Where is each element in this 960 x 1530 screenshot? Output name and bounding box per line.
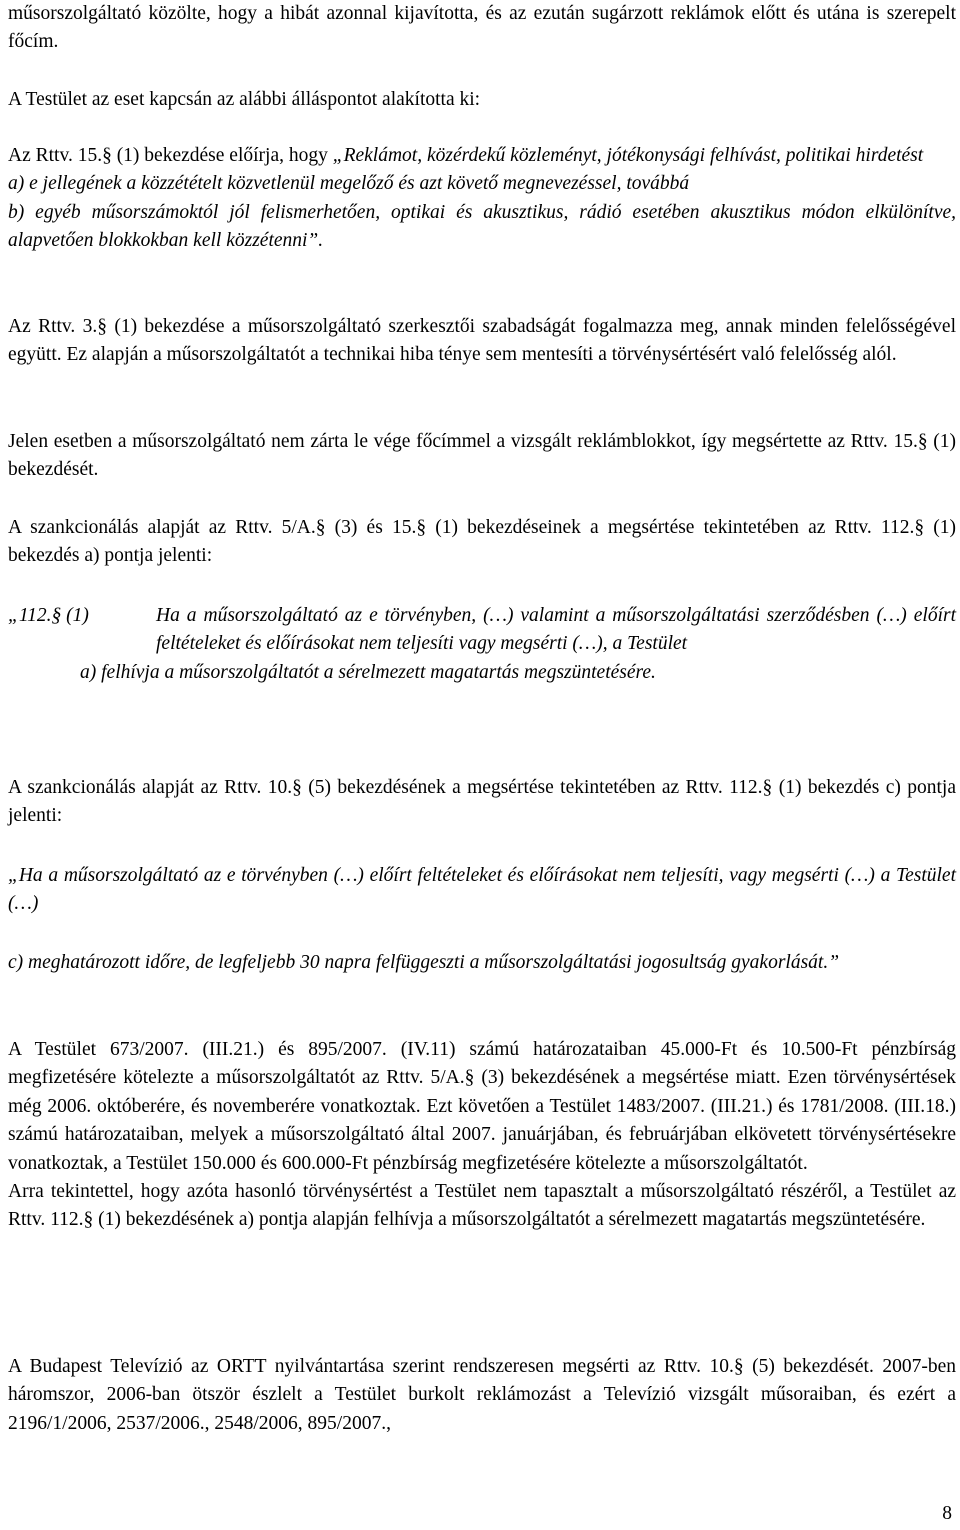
paragraph-continuation: műsorszolgáltató közölte, hogy a hibát azonnal kijavította, és az ezután sugárzott reklámok előtt és utána is szerepelt főcím. (8, 3, 956, 53)
history-block (8, 1036, 956, 1235)
rttv-112-point-a: a) felhívja a műsorszolgáltatót a sérelmezett magatartás megszüntetésére. (80, 661, 656, 683)
rttv-112-main (8, 602, 956, 659)
paragraph-sanction-basis-2: A szankcionálás alapját az Rttv. 10.§ (5) bekezdésének a megsértése tekintetében az Rttv. 112.§ (1) bekezdés c) pontja jelenti: (8, 777, 956, 827)
paragraph-budapest-tv: A Budapest Televízió az ORTT nyilvántartása szerint rendszeresen megsérti az Rttv. 10.§ (5) bekezdését. 2007-ben háromszor, 2006-ban ötször észlelt a Testület burkolt reklámozást a Televízió vizsgált műsoraiban, és ezért a 2196/1/2006, 2537/2006., 2548/2006, 895/2007., (8, 1356, 956, 1434)
rttv-15-quote: „Reklámot, közérdekű közleményt, jótékonysági felhívást, politikai hirdetést (332, 145, 924, 166)
paragraph-sanction-basis-1: A szankcionálás alapját az Rttv. 5/A.§ (3) és 15.§ (1) bekezdéseinek a megsértése tekintetében az Rttv. 112.§ (1) bekezdés a) pontja jelenti: (8, 517, 956, 567)
rttv-15-quote-block (8, 142, 956, 256)
page-number: 8 (942, 1503, 952, 1524)
paragraph-decision: Arra tekintettel, hogy azóta hasonló törvénysértést a Testület nem tapasztalt a műsorszolgáltató részéről, a Testület az Rttv. 112.§ (1) bekezdésének a) pontja alapján felhívja a műsorszolgáltatót a sérelmezett magatartás megszüntetésére. (8, 1181, 956, 1231)
rttv-112-point-c: c) meghatározott időre, de legfeljebb 30 napra felfüggeszti a műsorszolgáltatási jogosultság gyakorlását.” (8, 952, 840, 973)
rttv-112-quote (8, 602, 956, 687)
rttv-15-point-a: a) e jellegének a közzétételt közvetlenül megelőző és azt követő megnevezéssel, továbbá (8, 173, 690, 195)
paragraph-violation: Jelen esetben a műsorszolgáltató nem zárta le vége főcímmel a vizsgált reklámblokkot, így megsértette az Rttv. 15.§ (1) bekezdését. (8, 431, 956, 481)
rttv-112-c-quote: „Ha a műsorszolgáltató az e törvényben (…) előírt feltételeket és előírásokat nem teljesíti, vagy megsérti (…) a Testület (…) (8, 865, 956, 915)
rttv-15-paragraph (8, 142, 956, 170)
rttv-15-lead: Az Rttv. 15.§ (1) bekezdése előírja, hogy (8, 145, 333, 166)
paragraph-previous-fines: A Testület 673/2007. (III.21.) és 895/2007. (IV.11) számú határozataiban 45.000-Ft és 10.500-Ft pénzbírság megfizetésére kötelezte a műsorszolgáltatót az Rttv. 5/A.§ (3) bekezdésének a megsértése miatt. Ezen törvénysértések még 2006. októberére, és novemberére vonatkoztak. Ezt követően a Testület 1483/2007. (III.21.) és 1781/2008. (III.18.) számú határozataiban, melyek a műsorszolgáltató által 2007. januárjában, és februárjában elkövetett törvénysértésekre vonatkoztak, a Testület 150.000 és 600.000-Ft pénzbírság megfizetésére kötelezte a műsorszolgáltatót. (8, 1039, 956, 1174)
rttv-112-label: „112.§ (1) (8, 605, 89, 626)
paragraph-rttv-3: Az Rttv. 3.§ (1) bekezdése a műsorszolgáltató szerkesztői szabadságát fogalmazza meg, annak minden felelősségével együtt. Ez alapján a műsorszolgáltatót a technikai hiba ténye sem mentesíti a törvénysértésért való felelősség alól. (8, 316, 956, 366)
rttv-15-point-b: b) egyéb műsorszámoktól jól felismerhetően, optikai és akusztikus, rádió esetében akusztikus módon elkülönítve, alapvetően blokkokban kell közzétenni”. (8, 201, 956, 252)
paragraph-position-intro: A Testület az eset kapcsán az alábbi álláspontot alakította ki: (8, 89, 481, 110)
rttv-112-text: Ha a műsorszolgáltató az e törvényben, (…) valamint a műsorszolgáltatási szerződésben (…) előírt feltételeket és előírásokat nem teljesíti vagy megsérti (…), a Testület (156, 605, 956, 655)
